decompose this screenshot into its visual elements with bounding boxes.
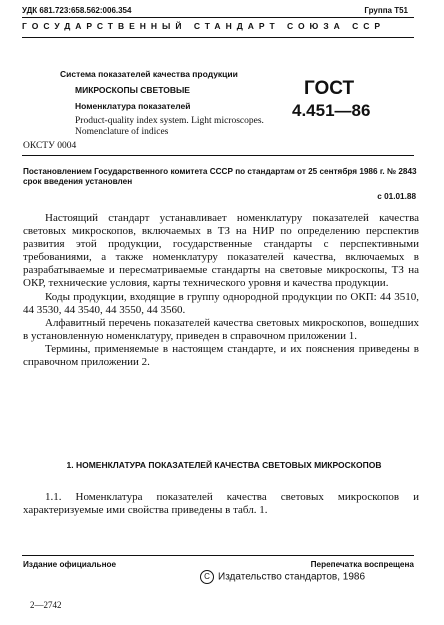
gost-number: 4.451—86: [292, 101, 371, 120]
top-rule: [22, 17, 414, 18]
english-title: Product-quality index system. Light microscopes. Nomenclature of indices: [75, 116, 264, 137]
copyright-icon: C: [200, 570, 214, 584]
okstu-code: ОКСТУ 0004: [23, 141, 77, 151]
udk-code: УДК 681.723:658.562:006.354: [22, 6, 132, 15]
group-code: Группа Т51: [364, 6, 408, 15]
section-1-title: 1. НОМЕНКЛАТУРА ПОКАЗАТЕЛЕЙ КАЧЕСТВА СВЕТОВЫХ МИКРОСКОПОВ: [66, 460, 382, 470]
system-title: Система показателей качества продукции: [60, 69, 238, 79]
paragraph-4: Термины, применяемые в настоящем стандарте, и их пояснения приведены в справочном приложении 2.: [23, 342, 419, 369]
nomenclature-title: Номенклатура показателей: [75, 101, 191, 111]
section-rule: [22, 155, 414, 156]
paragraph-2: Коды продукции, входящие в группу однородной продукции по ОКП: 44 3510, 44 3530, 44 3540, 44 3550, 44 3560.: [23, 290, 419, 316]
standard-band: ГОСУДАРСТВЕННЫЙ СТАНДАРТ СОЮЗА ССР: [22, 21, 386, 31]
decree-text: Постановлением Государственного комитета СССР по стандартам от 25 сентября 1986 г. № 2843 срок введения установлен: [23, 167, 417, 186]
band-rule: [22, 37, 414, 38]
copyright-text: Издательство стандартов, 1986: [218, 571, 366, 583]
intro-text: [23, 212, 419, 369]
print-code: 2—2742: [30, 600, 62, 610]
reprint-label: Перепечатка воспрещена: [310, 560, 414, 569]
gost-label: ГОСТ: [304, 78, 355, 99]
footer-rule: [22, 555, 414, 556]
paragraph-1-1-text: 1.1. Номенклатура показателей качества световых микроскопов и характеризуемые ими свойства приведены в табл. 1.: [23, 491, 419, 517]
effective-date: с 01.01.88: [377, 192, 416, 201]
paragraph-1: Настоящий стандарт устанавливает номенклатуру показателей качества световых микроскопов, включаемых в ТЗ на НИР по определению перспектив развития этой продукции, государственные стандарты с перспективными требованиями, а также номенклатуру показателей качества, включаемых в разрабатываемые и пересматриваемые стандарты на световые микроскопы, ТЗ на ОКР, технические условия, карты технического уровня и качества продукции.: [23, 212, 419, 290]
paragraph-1-1: [23, 491, 419, 517]
microscopes-title: МИКРОСКОПЫ СВЕТОВЫЕ: [75, 85, 190, 95]
edition-label: Издание официальное: [23, 560, 117, 569]
paragraph-3: Алфавитный перечень показателей качества световых микроскопов, вошедших в установленную номенклатуру, приведен в справочном приложении 1.: [23, 316, 419, 342]
copyright-line: [200, 570, 365, 584]
